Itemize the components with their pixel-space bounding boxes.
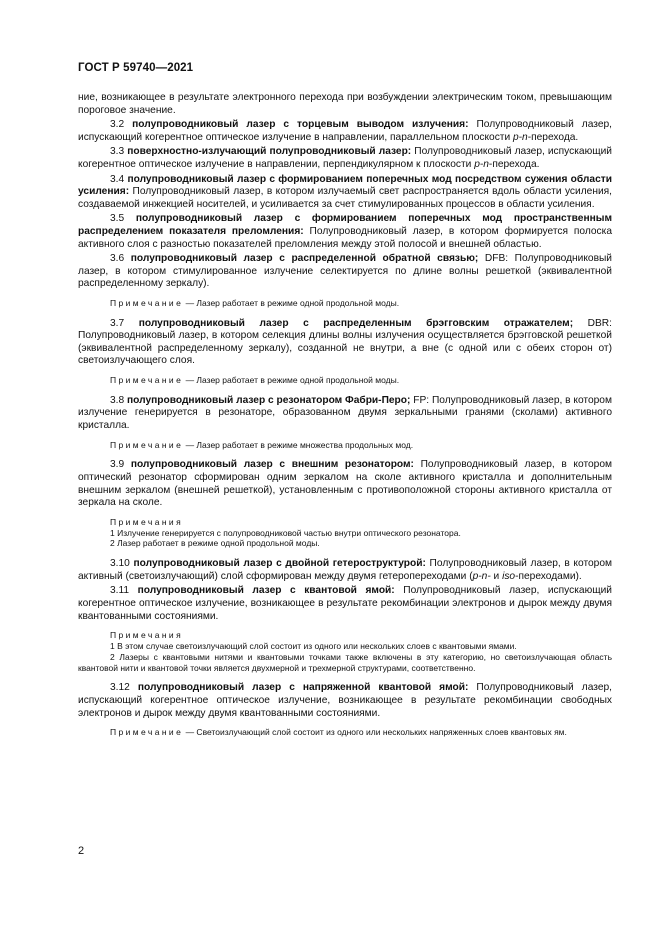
term-3-7 <box>78 318 612 368</box>
note-item: 2 Лазер работает в режиме одной продольной моды. <box>110 538 320 549</box>
notes-3-11 <box>78 630 612 673</box>
term-title: полупроводниковый лазер с распределенной обратной связью; <box>130 253 479 265</box>
term-definition-end: -перехода. <box>527 131 579 143</box>
term-definition: Полупроводниковый лазер, испускающий когерентное оптическое излучение в направлении, параллельном плоскости <box>78 119 612 143</box>
term-title: полупроводниковый лазер с формированием поперечных мод посредством сужения области усиления: <box>78 173 612 198</box>
note-label: Примечание <box>110 297 184 308</box>
term-definition-end: -переходами). <box>515 570 582 582</box>
term-title: полупроводниковый лазер с квантовой ямой: <box>137 585 395 597</box>
term-3-4 <box>78 174 612 212</box>
note-item: 1 В этом случае светоизлучающий слой состоит из одного или нескольких слоев с квантовыми ямами. <box>110 640 517 651</box>
note-item: 1 Излучение генерируется с полупроводниковой частью внутри оптического резонатора. <box>110 527 461 538</box>
term-title: полупроводниковый лазер с двойной гетероструктурой: <box>133 558 426 570</box>
term-number: 3.3 <box>110 146 128 158</box>
term-3-5 <box>78 213 612 251</box>
term-number: 3.5 <box>110 213 136 225</box>
note-label: Примечание <box>110 375 184 386</box>
term-definition: DBR: Полупроводниковый лазер, в котором селекция длины волны излучения осуществляется брэгговской решеткой (эквивалентной распределенному зеркалу), созданной не внутри, а вне (с одной или с обеих сторон от) светоизлучающего слоя. <box>78 317 612 367</box>
term-number: 3.2 <box>110 119 133 131</box>
term-definition: DFB: Полупроводниковый лазер, в котором стимулированное излучение селектируется по длине волны решеткой (эквивалентной распределенному зеркалу). <box>78 253 612 290</box>
term-title: полупроводниковый лазер с напряженной квантовой ямой: <box>137 682 469 694</box>
notes-label: Примечания <box>110 630 184 641</box>
term-definition: Полупроводниковый лазер, в котором оптический резонатор сформирован одним зеркалом на сколе активного кристалла и дополнительным внешним зеркалом (внешней решеткой), установленным с противоположной стороны активного кристалла от зеркала на сколе. <box>78 459 613 509</box>
term-3-8 <box>78 395 612 433</box>
note-label: Примечание <box>110 727 184 738</box>
term-number: 3.9 <box>110 459 131 471</box>
term-number: 3.11 <box>110 585 138 597</box>
term-definition: Полупроводниковый лазер, испускающий когерентное оптическое излучение, возникающее в результате рекомбинации свободных электронов и дырок между двумя квантованными состояниями. <box>78 682 612 719</box>
term-definition: Полупроводниковый лазер, в котором формируется полоска активного слоя с разностью показателей преломления между этой полосой и внешней областью. <box>78 225 612 250</box>
term-definition-italic: p-n <box>474 158 489 170</box>
term-definition-italic-2: iso <box>502 570 516 582</box>
note-item: 2 Лазеры с квантовыми нитями и квантовыми точками также включены в эту категорию, но светоизлучающая область квантовой нити и квантовой точки является двухмерной и трехмерной структурами, соответственно. <box>78 651 612 673</box>
term-3-10 <box>78 558 612 583</box>
term-3-3 <box>78 146 612 171</box>
term-definition: Полупроводниковый лазер, испускающий когерентное оптическое излучение в направлении, перпендикулярном к плоскости <box>78 146 612 170</box>
note-3-8 <box>78 440 612 451</box>
term-definition-italic: p-n- <box>472 570 491 582</box>
note-label: Примечание <box>110 439 184 450</box>
document-body <box>78 92 612 747</box>
note-text: — Лазер работает в режиме одной продольной моды. <box>183 297 400 308</box>
note-text: — Светоизлучающий слой состоит из одного или нескольких напряженных слоев квантовых ям. <box>183 727 567 738</box>
term-definition-italic: p-n <box>512 131 528 143</box>
term-definition: Полупроводниковый лазер, испускающий когерентное оптическое излучение, возникающее в результате рекомбинации электронов и дырок между двумя квантованными состояниями. <box>78 585 612 622</box>
term-title: полупроводниковый лазер с распределенным брэгговским отражателем; <box>138 317 574 329</box>
note-text: — Лазер работает в режиме множества продольных мод. <box>183 439 414 450</box>
term-number: 3.7 <box>110 317 139 329</box>
term-3-12 <box>78 682 612 720</box>
term-number: 3.10 <box>110 558 134 570</box>
term-title: полупроводниковый лазер с формированием поперечных мод пространственным распределением показателя преломления: <box>78 213 612 237</box>
term-definition-mid: и <box>490 570 503 582</box>
note-3-7 <box>78 375 612 386</box>
notes-label: Примечания <box>110 516 184 527</box>
term-3-11 <box>78 585 612 623</box>
note-3-6 <box>78 298 612 309</box>
term-number: 3.6 <box>110 253 131 265</box>
document-code-header: ГОСТ Р 59740—2021 <box>78 62 194 74</box>
term-definition-end: -перехода. <box>488 158 540 170</box>
term-definition: FP: Полупроводниковый лазер, в котором излучение генерируется в резонаторе, образованном двумя зеркальными гранями (сколами) активного кристалла. <box>78 394 612 432</box>
term-3-9 <box>78 459 612 509</box>
term-number: 3.12 <box>110 682 138 694</box>
term-3-6 <box>78 253 612 291</box>
term-title: полупроводниковый лазер с внешним резонатором: <box>130 459 414 471</box>
term-title: поверхностно-излучающий полупроводниковый лазер: <box>127 146 412 158</box>
notes-3-9 <box>78 517 612 549</box>
term-title: полупроводниковый лазер с резонатором Фабри-Перо; <box>127 394 411 406</box>
term-definition: Полупроводниковый лазер, в котором излучаемый свет распространяется вдоль области усиления, создаваемой инжекцией носителей, и усиливается за счет стимулированных процессов в области усиления. <box>78 186 612 210</box>
term-number: 3.4 <box>110 173 128 185</box>
term-title: полупроводниковый лазер с торцевым выводом излучения: <box>132 119 469 131</box>
page-number: 2 <box>78 845 85 857</box>
note-text: — Лазер работает в режиме одной продольной моды. <box>183 375 400 386</box>
term-3-2 <box>78 119 612 144</box>
paragraph-continuation: ние, возникающее в результате электронного перехода при возбуждении электрическим током, превышающим пороговое значение. <box>78 92 612 116</box>
term-definition: Полупроводниковый лазер, в котором активный (светоизлучающий) слой сформирован между двумя гетеропереходами ( <box>78 558 612 582</box>
note-3-12 <box>78 727 612 738</box>
term-number: 3.8 <box>110 394 128 406</box>
